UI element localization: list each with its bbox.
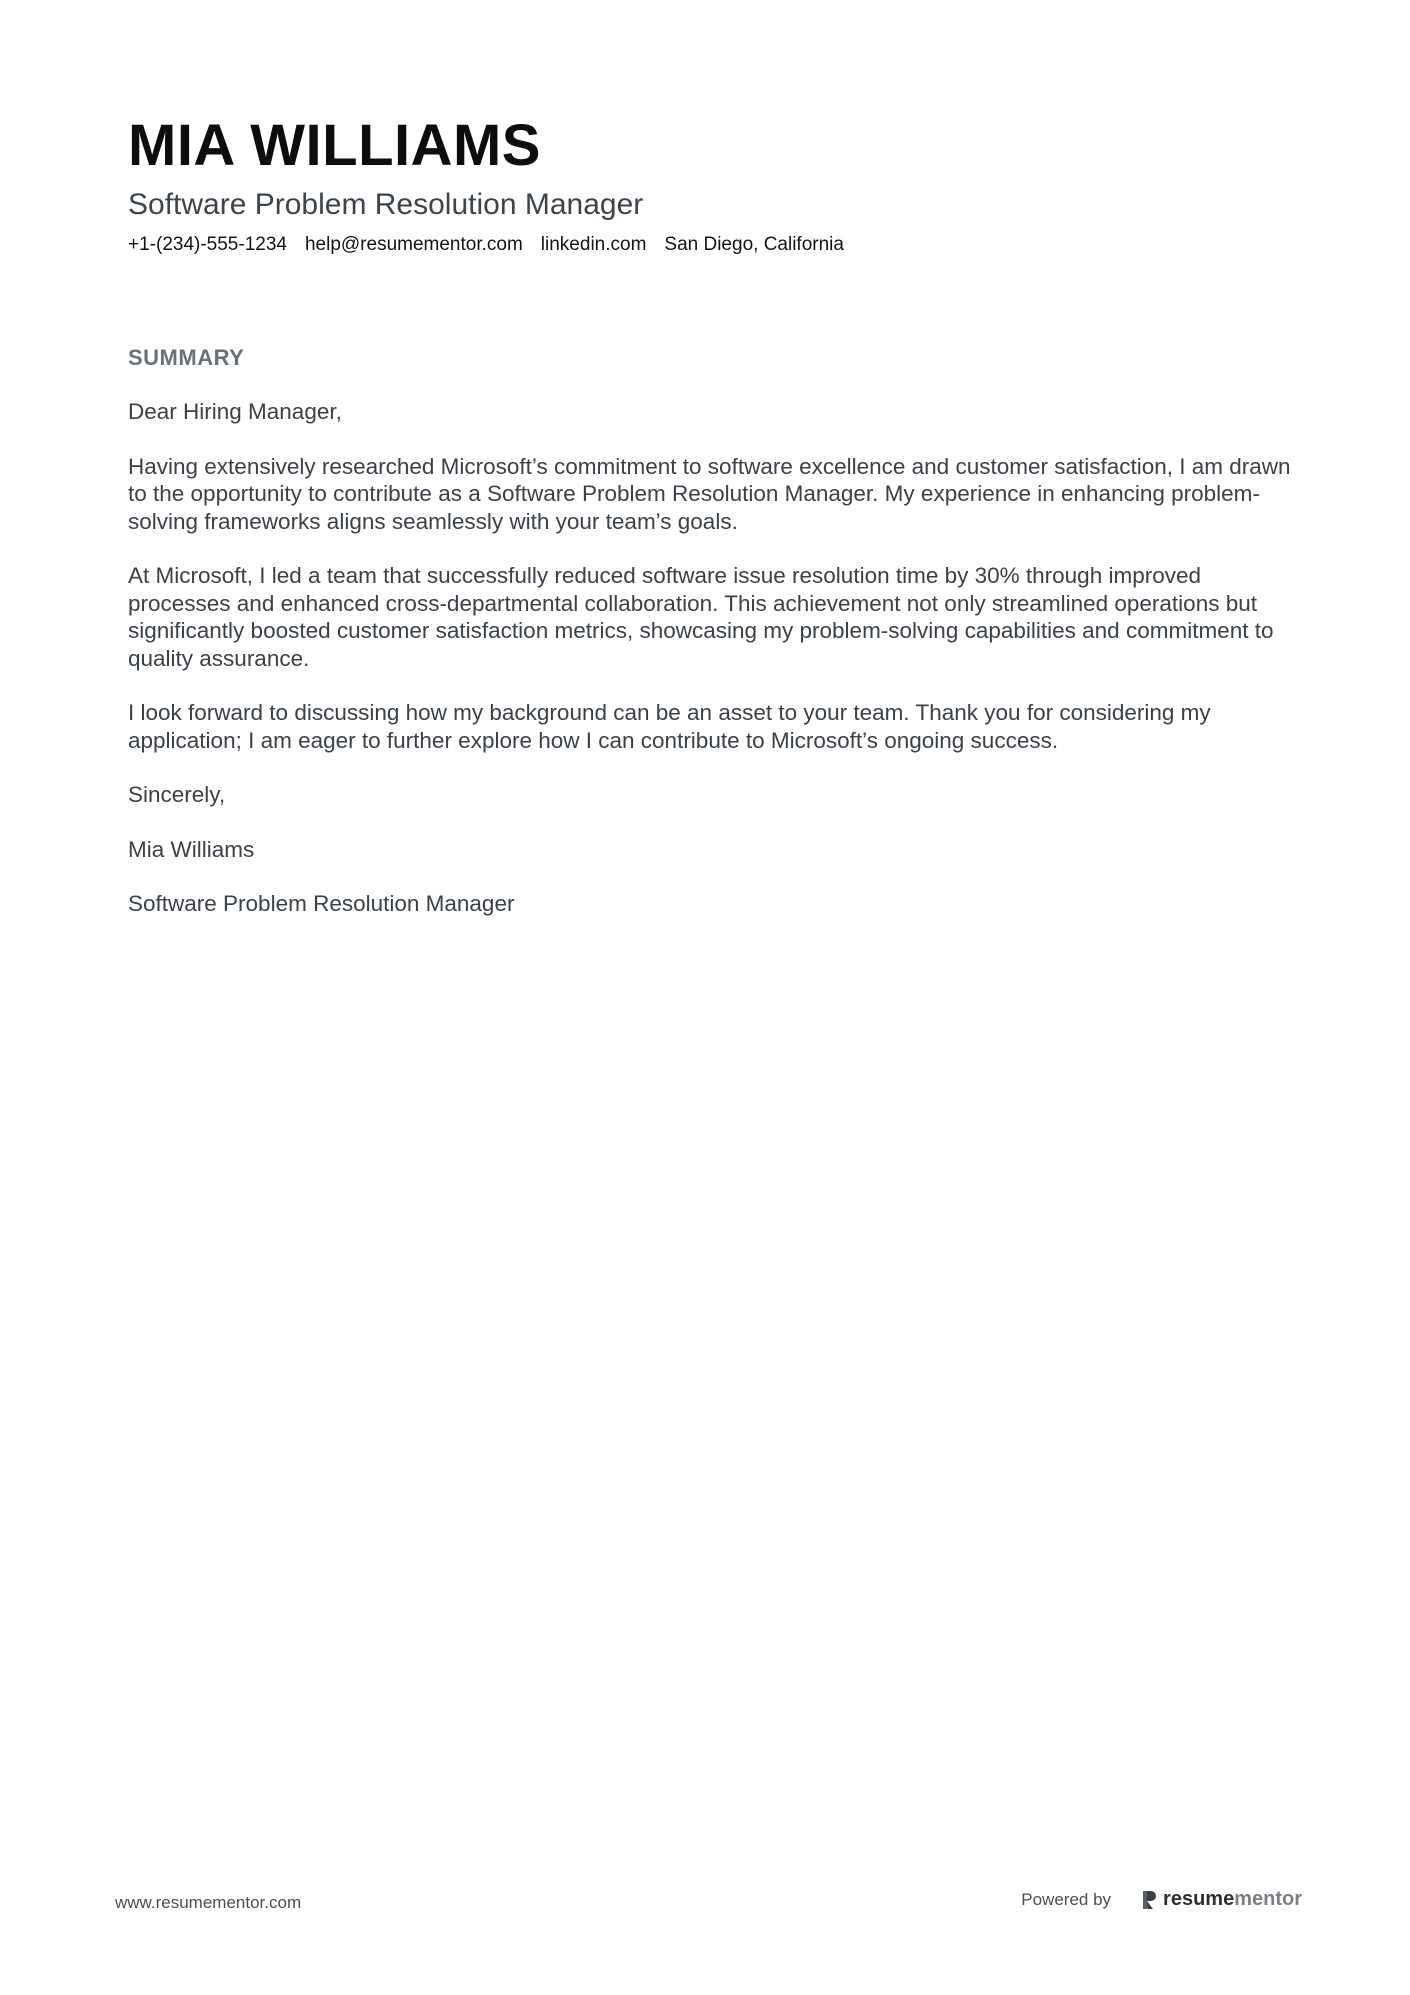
letter-paragraph-2: At Microsoft, I led a team that successfully reduced software issue resolution time by 30% through improved processes and enhanced cross-departmental collaboration. This achievement not only streamlined operations but significantly boosted customer satisfaction metrics, showcasing my problem-solving capabilities and commitment to quality assurance. bbox=[128, 563, 1274, 671]
signature-name: Mia Williams bbox=[128, 836, 255, 862]
candidate-name: MIA WILLIAMS bbox=[128, 113, 541, 178]
signature-title: Software Problem Resolution Manager bbox=[128, 891, 515, 916]
letter-closing: Sincerely, bbox=[128, 782, 226, 807]
resumementor-logo-icon bbox=[1141, 1890, 1157, 1910]
section-title-summary: SUMMARY bbox=[128, 345, 245, 370]
candidate-role: Software Problem Resolution Manager bbox=[128, 188, 644, 221]
contact-phone: +1-(234)-555-1234 bbox=[128, 234, 287, 255]
letter-paragraph-1: Having extensively researched Microsoft’s commitment to software excellence and customer satisfaction, I am drawn to the opportunity to contribute as a Software Problem Resolution Manager. My experience in enhancing problem-solving frameworks aligns seamlessly with your team’s goals. bbox=[128, 453, 1291, 534]
contact-email[interactable]: help@resumementor.com bbox=[304, 234, 523, 255]
contact-linkedin[interactable]: linkedin.com bbox=[540, 234, 647, 255]
contact-row bbox=[128, 232, 1288, 258]
brand-name-part-1: resume bbox=[1163, 1888, 1235, 1910]
letter-paragraph-3: I look forward to discussing how my background can be an asset to your team. Thank you for considering my application; I am eager to further explore how I can contribute to Microsoft’s ongoing success. bbox=[128, 700, 1211, 753]
contact-location: San Diego, California bbox=[664, 234, 844, 255]
powered-by-label: Powered by bbox=[1021, 1889, 1112, 1909]
header bbox=[128, 112, 1288, 258]
letter-greeting: Dear Hiring Manager, bbox=[128, 399, 342, 424]
footer-website[interactable]: www.resumementor.com bbox=[115, 1893, 302, 1912]
brand-name-part-2: mentor bbox=[1234, 1888, 1302, 1910]
footer-branding bbox=[1021, 1888, 1302, 1911]
brand-logo[interactable] bbox=[1141, 1888, 1302, 1911]
letter-body bbox=[128, 398, 1293, 945]
